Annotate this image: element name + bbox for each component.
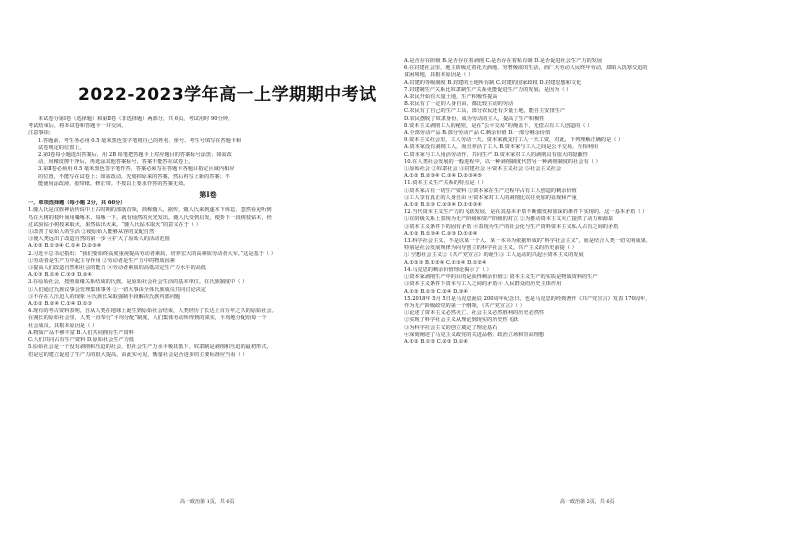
- intro-line: 本试卷分第Ⅰ卷（选择题）和第Ⅱ卷（非选择题）两部分，共 6页。考试用时 90分钟，: [38, 116, 234, 122]
- question-line: C.人们共同占有生产资料 D.原始社会生产力低: [28, 337, 135, 344]
- question-line: 在漫长的原始社会里，人类一直奉行“平均分配”制度，人们集体劳动所得到的果实，平均地分配给每一个: [28, 315, 267, 322]
- question-line: A.①② B.②③④ C.③④ D.②③④⑤: [404, 173, 483, 180]
- question-line: ③提高人们改造自然和社会的能力 ④劳动者素质的高低决定生产力水平的高低: [28, 265, 207, 272]
- question-line: 社会成员。其根本原因是（ ）: [28, 322, 98, 329]
- question-line: ①原始社会 ②奴隶社会 ③封建社会 ④资本主义社会 ⑤社会主义社会: [404, 166, 562, 173]
- question-line: 6.在封建社会里，地主阶级过着花天酒地、穷奢极欲的生活，而广大劳动人民终年劳动，却陷入饥寒交迫的: [404, 65, 648, 72]
- question-line: A.①③ B.①④ C.②③ D.②④: [28, 272, 93, 279]
- question-line: A.全部劳动产品 B.部分劳动产品 C.剩余价值 D.一部分剩余价值: [404, 130, 551, 137]
- question-line: A.农民开始有大量土地，生产积极性提高: [404, 94, 498, 101]
- intro-line: 试卷规定的位置上。: [38, 144, 85, 151]
- page-footer: 高一政治第 2页，共 6页: [560, 499, 615, 505]
- question-line: ④深刻阐述了马克主义政党的关进品格、政治立场和崇高理想: [404, 331, 545, 338]
- question-line: ③工人享有真正的人身自由 ④资本家对工人的剥削比以往更加的显现和严重: [404, 194, 577, 201]
- intro-line: 动，用橡皮擦干净后，再选涂其他答案标号，答案不能答在试卷上。: [38, 159, 194, 166]
- question-line: A.①② B.①③ C.②③ D.①④: [404, 338, 469, 345]
- question-line: 5.原始社会是一个没有剥削和压迫的社会，但社会生产力水平极其低下。奴隶制是剥削和压迫的最初形式，: [28, 344, 272, 351]
- question-line: ③为科学社会主义的创立奠定了理论基石: [404, 324, 498, 331]
- question-line: 13.科学社会主义，不是以某一个人、某一本书为依据形成的“科学社会主义”，而是结合人类一切文明成果、: [404, 238, 651, 245]
- question-line: B.农民有了一定的人身自由，都比较主动的劳动: [404, 101, 514, 108]
- question-line: 11.资本主义生产关系的特点是（ ）: [404, 180, 487, 187]
- intro-line: 考试结束后，将本试卷和答题卡一并交回。: [28, 123, 127, 130]
- question-line: ①论述了资本主义必然灭亡、社会主义必然胜利的历史必然性: [404, 310, 545, 317]
- question-line: 4.现有的考古资料表明，自从人类在地球上诞生到原始社会结束，人类经历了长达上百万年之久的原始社会。: [28, 308, 277, 315]
- question-line: D.农民摆脱了奴隶身份，成为劳动的主人，提高了生产积极性: [404, 115, 545, 122]
- question-line: 作为无产阶级政党的第一个纲领，《共产党宣言》（ ）: [404, 302, 525, 309]
- question-line: 8.资本主义剥削工人的秘密，是在“公平交易”的掩盖下，无偿占有工人创造的（ ）: [404, 122, 593, 129]
- question-line: 特别是社会发展规律为向导创立的科学社会主义。共产主义的历史前提（ ）: [404, 245, 577, 252]
- question-line: A.①② B.①③④ C.①④ D.②③④: [28, 243, 102, 250]
- question-line: ①改善了原始人的生活 ②使原始人能够从容的支配自然: [28, 229, 155, 236]
- question-line: A.①② B.①③ C.②④ D.③④: [404, 288, 469, 295]
- question-line: ①资本家剥削生产中的目的是获得剩余价值② 资本主义生产的实质是物质资料的生产: [404, 274, 598, 281]
- question-line: 2.习近平总书记指出：“我们要始终高度重视提高劳动者素质，培养宏大的高素质劳动者大军。”这是基于（ ）: [28, 250, 276, 257]
- question-line: ① 空想社会主义②《共产党宣言》的诞生③ 工人运动的兴起④资本主义的发展: [404, 252, 584, 259]
- intro-line: 的位置，不能写在试卷上；如需改动，先划掉原来的答案，然后再写上新的答案；不: [38, 173, 230, 180]
- question-line: ①资本家占有一切生产资料 ②资本家在生产过程中占有工人创造的剩余价值: [404, 187, 577, 194]
- question-line: ①人们通过氏族议事会管理集体事务 ②一切大事由全体氏族成员共同讨论决定: [28, 286, 207, 293]
- question-line: A.①②③ B.①②④ C.①③④ D.①②④: [404, 259, 487, 266]
- volume-heading: 第Ⅰ卷: [199, 190, 217, 200]
- question-line: A.物质产品不够丰富 B.人们共同拥有生产资料: [28, 329, 134, 336]
- question-line: 14.马克思的剩余价值理论揭示了（ ）: [404, 266, 492, 273]
- question-line: A.①② B.②④ C.①④ D.①③: [28, 301, 93, 308]
- question-line: A.①② B.①③ C.②③④ D.①②③④: [404, 202, 483, 209]
- left-column: [28, 116, 388, 359]
- question-line: ③资本主义条件下资本与工人之间的矛盾④ 人民群众的历史主体作用: [404, 281, 562, 288]
- intro-line: 注意事项：: [28, 130, 54, 137]
- question-line: 鸟在大树的枝叶间用喙啄木，每啄一下，就有灿然的火光发出。燧人氏受到启发，便折下一段树枝钻木，经: [28, 214, 272, 221]
- question-line: ①在阶级关系上表现为无产阶级和资产阶级的对立 ②为推动资本主义灭亡提供了动力和源泉: [404, 216, 614, 223]
- question-line: C.资本家与工人用活劳动作，共同生产 D.资本家对工人的剥削具有很大的隐蔽性: [404, 151, 588, 158]
- page-footer: 高一政治第 1页，共 6页: [180, 499, 235, 505]
- question-line: ③使人类远出了改造自然的第一步 ④扩大了原始人的活动范围: [28, 236, 170, 243]
- question-line: C.农民有了自己的生产工具，部分农民还有少量土地，能自主安排生产: [404, 108, 566, 115]
- question-line: 3.在原始社会，按照血缘关系结成的氏族，是原始社会社会生活的基本单位。在氏族制度中（ ）: [28, 279, 248, 286]
- intro-line: 能使用涂改液、胶带纸、修正带。不按以上要求作答的答案无效。: [38, 180, 189, 187]
- question-line: 贫困境地，其根本原因是（ ）: [404, 72, 474, 79]
- right-column: [404, 58, 764, 346]
- question-line: ①劳动者是生产力中起主导作用 ②劳动者是生产力中的物质因素: [28, 257, 175, 264]
- question-line: ②实现了科学社会主义从理论到现实的历史性飞跃: [404, 317, 519, 324]
- question-line: A.是否存在阶级 B.是否存在着剥削 C.是否存在着私有制 D.是否促进社会生产力的发展: [404, 58, 603, 64]
- question-line: 10.在人类社会发展的一般进程中，以一种剥削制度代替另一种剥削制度的社会有（ ）: [404, 158, 601, 165]
- exam-title: 2022-2023学年高一上学期期中考试: [78, 85, 377, 105]
- question-line: 1.燧人氏是汉族神话传说中上古时期的部落首领，简称燧人，据传，燧人氏来到遂木下休息，忽然看见听到: [28, 207, 272, 214]
- section-heading: 一、单项选择题（每小题 2分，共 60分）: [28, 200, 126, 207]
- question-line: 但是它的建立促进了生产力的很大提高，由此实可见，衡量社会是否进步的主要标准应当看（ ）: [28, 351, 248, 358]
- question-line: 9.资本主义社会里，工人劳动一天，资本家就支付工人一天工资，对此，下列理解正确的是（ ）: [404, 137, 624, 144]
- question-line: A.资本家没有剥削工人，而且养活了工人 B.资本家与工人之间是公平交易，互相利用: [404, 144, 599, 151]
- intro-line: 3.第Ⅱ卷必须用 0.5 毫米黑色签字笔作答，答案必须写在答题卡各题目指定区域内相应: [38, 166, 235, 173]
- question-line: 15.2018年 5月 5日是马克思诞辰 200周年纪念日，也是马克思的经典著作《共产党宣言》发表 170周年。: [404, 295, 651, 302]
- question-line: A.①② B.①③④ C.②③ D.①②④: [404, 230, 478, 237]
- question-line: 过试验钻小树枝来取火，果然钻出火来。“燧人氏钻木取火”的意义在于（ ）: [28, 221, 201, 228]
- question-line: ③资本主义条件下的固有矛盾 ④表现为生产的社会化与生产资料资本主义私人占有之间的矛盾: [404, 223, 619, 230]
- intro-line: 2.第Ⅰ卷每小题选出答案后，用 2B 铅笔把答题卡上对应题目的答案标号涂黑；如需改: [38, 152, 232, 159]
- question-line: A.封建的等级制度 B.封建的土地所有制 C.封建的国家政权 D.封建思想和文化: [404, 79, 582, 86]
- question-line: ③不存在人压迫人的现象 ④氏族长采取强制手段解决氏族内部问题: [28, 293, 181, 300]
- intro-line: 1.答题前，考生务必用 0.5 毫米黑色签字笔将自己的姓名、座号、考生号填写在答题卡和: [38, 137, 242, 144]
- question-line: 7.封建制生产关系比奴隶制生产关系更能促进生产力的发展，是因为（ ）: [404, 86, 572, 93]
- question-line: 12.当代资本主义生产力的飞跃发展，是在其基本矛盾不断激发和加深的条件下实现的，这一基本矛盾（ ）: [404, 209, 648, 216]
